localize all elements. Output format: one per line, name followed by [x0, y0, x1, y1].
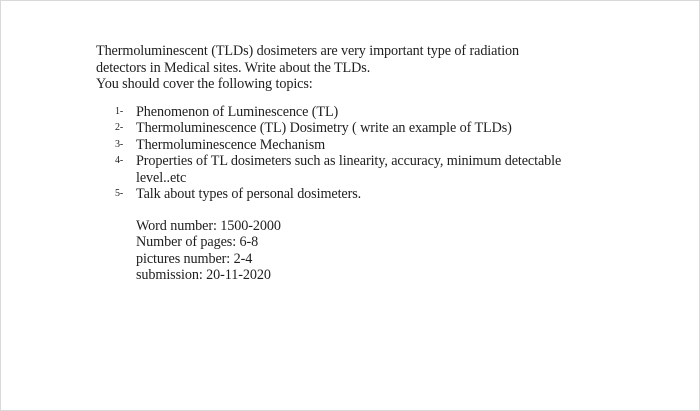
- page-count-requirement: Number of pages: 6-8: [136, 234, 259, 250]
- topic-item: [96, 120, 636, 137]
- intro-line: Thermoluminescent (TLDs) dosimeters are very important type of radiation: [96, 43, 520, 59]
- topic-text: Properties of TL dosimeters such as linearity, accuracy, minimum detectable level..etc: [136, 153, 562, 186]
- topics-list: [96, 104, 636, 203]
- topic-item: [96, 186, 636, 203]
- intro-line: You should cover the following topics:: [96, 76, 313, 92]
- topic-item: [96, 153, 636, 186]
- picture-count-requirement: pictures number: 2-4: [136, 250, 253, 267]
- topic-text: Thermoluminescence Mechanism: [136, 136, 326, 153]
- topic-text: Talk about types of personal dosimeters.: [136, 186, 362, 202]
- word-count-requirement: Word number: 1500-2000: [136, 217, 281, 234]
- topic-number: 2-: [115, 122, 124, 133]
- intro-line: detectors in Medical sites. Write about the TLDs.: [96, 59, 371, 76]
- assignment-requirements: [136, 218, 636, 284]
- topic-number: 5-: [115, 188, 124, 199]
- topic-item: [96, 104, 636, 121]
- topic-text: Thermoluminescence (TL) Dosimetry ( write an example of TLDs): [136, 120, 512, 136]
- assignment-intro: [96, 43, 636, 93]
- topic-text: Phenomenon of Luminescence (TL): [136, 103, 339, 120]
- topic-item: [96, 137, 636, 154]
- topic-number: 1-: [115, 105, 124, 117]
- topic-number: 4-: [115, 155, 124, 166]
- submission-date: submission: 20-11-2020: [136, 267, 271, 283]
- assignment-text: [96, 43, 636, 284]
- topic-number: 3-: [115, 138, 124, 150]
